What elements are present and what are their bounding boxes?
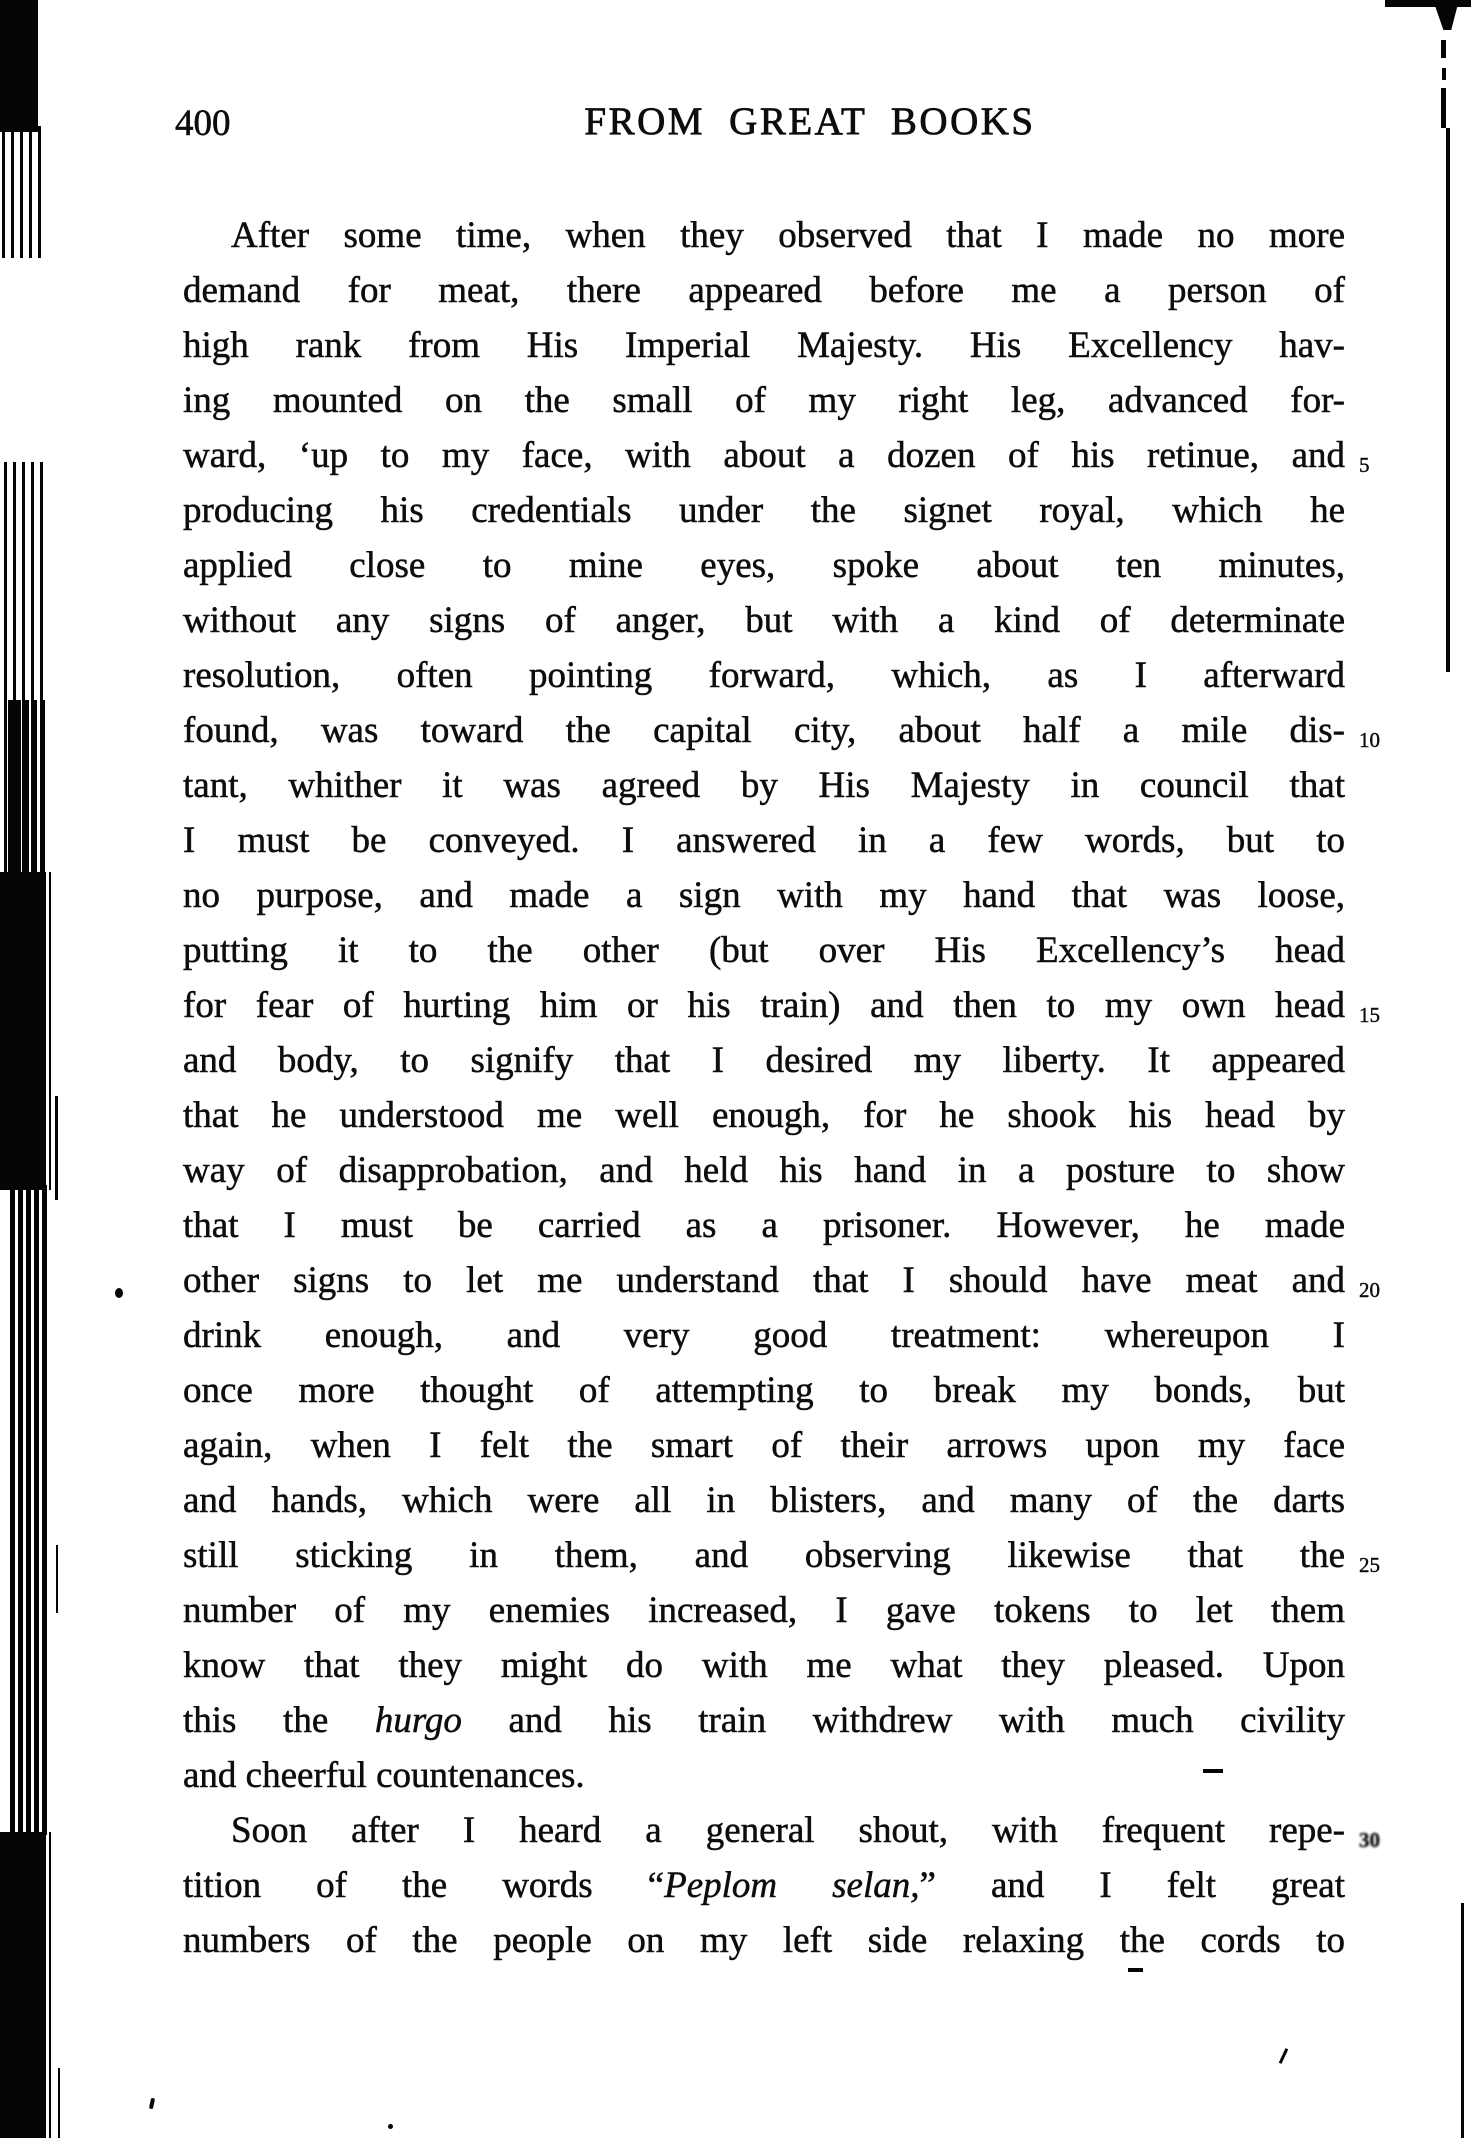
text-segment: found, was toward the capital city, about half a mile dis- — [183, 710, 1345, 751]
text-segment: resolution, often pointing forward, which, as I afterward — [183, 655, 1345, 696]
right-margin-dash — [1441, 88, 1446, 128]
text-line — [183, 1033, 1345, 1088]
text-segment: tition of the words “ — [183, 1865, 665, 1906]
text-line — [183, 373, 1345, 428]
text-line — [183, 868, 1345, 923]
gutter-hairline — [58, 2068, 60, 2138]
gutter-streaks — [2, 126, 46, 258]
text-segment: number of my enemies increased, I gave tokens to let them — [183, 1590, 1345, 1631]
text-segment: without any signs of anger, but with a kind of determinate — [183, 600, 1345, 641]
text-line — [183, 1143, 1345, 1198]
gutter-hairline — [55, 1096, 58, 1200]
text-column — [183, 208, 1380, 1968]
text-line — [183, 758, 1345, 813]
text-segment: ” and I felt great — [919, 1865, 1345, 1906]
text-line — [183, 1638, 1345, 1693]
text-segment: this the — [183, 1700, 375, 1741]
margin-line-number: 10 — [1359, 728, 1380, 752]
gutter-streaks — [44, 1832, 53, 2138]
text-segment: that he understood me well enough, for he shook his head by — [183, 1095, 1345, 1136]
margin-line-number: 5 — [1359, 453, 1370, 477]
right-margin-dash — [1442, 68, 1446, 80]
text-line — [183, 1803, 1380, 1858]
text-segment: for fear of hurting him or his train) and then to my own head — [183, 985, 1345, 1026]
ink-speck — [1279, 2048, 1288, 2064]
text-line — [183, 1528, 1380, 1583]
ink-speck — [115, 1288, 123, 1298]
text-segment: ing mounted on the small of my right leg, advanced for- — [183, 380, 1345, 421]
text-line — [183, 263, 1345, 318]
text-line — [183, 1088, 1345, 1143]
text-line — [183, 1418, 1345, 1473]
ink-speck — [388, 2124, 393, 2129]
gutter-blob-middle — [0, 872, 46, 1190]
text-line — [183, 1693, 1345, 1748]
text-line — [183, 978, 1380, 1033]
text-segment: numbers of the people on my left side relaxing the cords to — [183, 1920, 1345, 1961]
text-segment: ward, ‘up to my face, with about a dozen of his retinue, and — [183, 435, 1345, 476]
text-segment: way of disapprobation, and held his hand in a posture to show — [183, 1150, 1345, 1191]
gutter-blob-top — [0, 0, 38, 132]
text-segment: and body, to signify that I desired my liberty. It appeared — [183, 1040, 1345, 1081]
text-segment: still sticking in them, and observing likewise that the — [183, 1535, 1345, 1576]
text-line — [183, 923, 1345, 978]
text-line — [183, 1198, 1345, 1253]
text-line — [183, 483, 1345, 538]
right-margin-line — [1446, 128, 1450, 672]
text-line — [183, 648, 1345, 703]
text-segment: no purpose, and made a sign with my hand that was loose, — [183, 875, 1345, 916]
gutter-blob-bottom — [0, 1832, 46, 2138]
text-line — [183, 813, 1345, 868]
running-head-title: FROM GREAT BOOKS — [584, 100, 1036, 143]
text-segment: applied close to mine eyes, spoke about ten minutes, — [183, 545, 1345, 586]
text-segment: tant, whither it was agreed by His Majesty in council that — [183, 765, 1345, 806]
text-segment: know that they might do with me what they pleased. Upon — [183, 1645, 1345, 1686]
right-margin-dash — [1441, 40, 1446, 58]
margin-line-number: 20 — [1359, 1278, 1380, 1302]
page-number: 400 — [175, 103, 231, 144]
italic-text-segment: Peplom selan, — [664, 1865, 920, 1906]
text-line — [183, 1253, 1380, 1308]
gutter-hairline — [56, 1545, 58, 1613]
margin-line-number: 15 — [1359, 1003, 1380, 1027]
text-segment: producing his credentials under the signet royal, which he — [183, 490, 1345, 531]
text-segment: and cheerful countenances. — [183, 1755, 585, 1796]
text-segment: once more thought of attempting to break my bonds, but — [183, 1370, 1345, 1411]
text-segment: drink enough, and very good treatment: whereupon I — [183, 1315, 1345, 1356]
gutter-streaks — [44, 872, 54, 1190]
text-line — [183, 1858, 1345, 1913]
text-segment: Soon after I heard a general shout, with frequent repe- — [231, 1810, 1345, 1851]
text-line — [183, 703, 1380, 758]
text-segment: high rank from His Imperial Majesty. His Excellency hav- — [183, 325, 1345, 366]
margin-line-number: 25 — [1359, 1553, 1380, 1577]
italic-text-segment: hurgo — [374, 1700, 462, 1741]
text-line — [183, 1363, 1345, 1418]
text-line — [183, 1913, 1345, 1968]
ink-speck — [149, 2098, 155, 2110]
text-segment: putting it to the other (but over His Excellency’s head — [183, 930, 1345, 971]
text-line — [183, 538, 1345, 593]
bottom-right-margin-line — [1461, 1903, 1464, 2138]
top-edge-wedge-artifact — [1433, 0, 1459, 30]
text-segment: and hands, which were all in blisters, and many of the darts — [183, 1480, 1345, 1521]
text-line — [183, 1473, 1345, 1528]
text-line — [183, 1748, 1345, 1803]
text-segment: demand for meat, there appeared before me a person of — [183, 270, 1345, 311]
ink-speck — [1128, 1968, 1143, 1972]
margin-line-number: 30 — [1359, 1828, 1380, 1852]
gutter-streaks — [10, 1185, 50, 1835]
text-line — [183, 208, 1345, 263]
text-line — [183, 1308, 1345, 1363]
text-line — [183, 1583, 1345, 1638]
text-segment: and his train withdrew with much civility — [461, 1700, 1345, 1741]
text-segment: again, when I felt the smart of their arrows upon my face — [183, 1425, 1345, 1466]
page-header — [175, 100, 1345, 146]
gutter-streaks — [8, 700, 46, 876]
text-segment: I must be conveyed. I answered in a few words, but to — [183, 820, 1345, 861]
text-segment: After some time, when they observed that I made no more — [231, 215, 1345, 256]
text-line — [183, 593, 1345, 648]
text-line — [183, 428, 1370, 483]
text-segment: that I must be carried as a prisoner. However, he made — [183, 1205, 1345, 1246]
text-line — [183, 318, 1345, 373]
text-segment: other signs to let me understand that I should have meat and — [183, 1260, 1345, 1301]
